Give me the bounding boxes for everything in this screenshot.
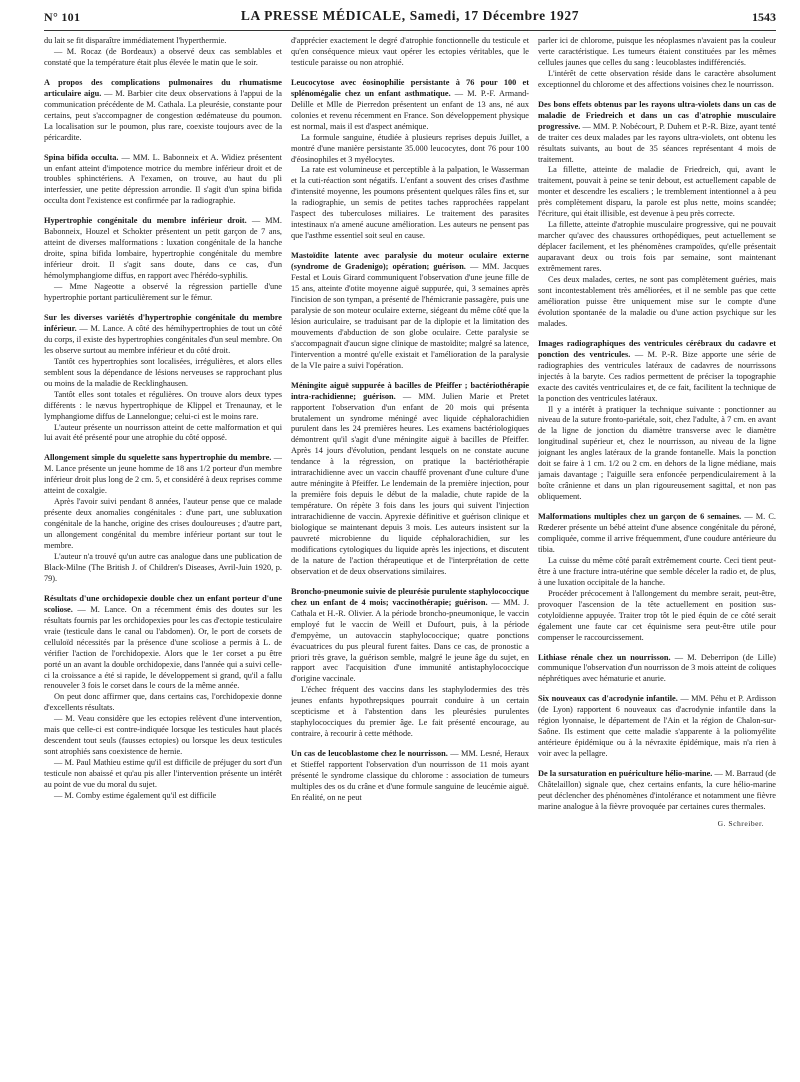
article-paragraph: La fillette, atteinte d'atrophie musculaire progressive, qui ne pouvait marcher qu'avec des chaussures orthopédiques, peut actuellement se déplacer facilement, et les phénomènes crampoïdes, qu'elle présentait auparavant deux ou trois fois par semaine, sont maintenant extrêmement rares. — [538, 220, 776, 274]
article-paragraph: Allongement simple du squelette sans hypertrophie du membre. — M. Lance présente un jeune homme de 18 ans 1/2 porteur d'un membre inférieur droit plus long de 2 cm. 5, et considéré à deux reprises comme atteint de coxalgie. — [44, 453, 282, 496]
journal-title: LA PRESSE MÉDICALE, Samedi, 17 Décembre 1927 — [240, 8, 580, 23]
article — [44, 313, 282, 444]
article-paragraph: du lait se fit disparaître immédiatement l'hyperthermie. — [44, 36, 227, 45]
article-paragraph: parler ici de chlorome, puisque les néoplasmes n'avaient pas la couleur verte caractéristique. Les tumeurs étaient constituées par les mêmes cellules jaunes que celles du sang : leucoblastes indifférenciés. — [538, 36, 776, 67]
article — [538, 512, 776, 643]
article-paragraph: La rate est volumineuse et perceptible à la palpation, le Wasserman et la cuti-réaction sont négatifs. L'enfant a souvent des crises d'asthme d'intensité moyenne, les poumons présentent quelques râles fins et, sur la radiographie, un semis de petites taches rapprochées rappelant l'aspect des tuberculoses miliaires. Le traitement des parasites intestinaux n'a amené aucune amélioration. Les auteurs ne pensent pas que l'asthme essentiel soit seul en cause. — [291, 165, 529, 241]
article-paragraph: Ces deux malades, certes, ne sont pas complètement guéries, mais sont incontestablement très améliorées, et il ne semble pas que cette amélioration puisse être uniquement mise sur le compte d'une évolution spontanée de la maladie ou d'une action psychique sur les malades. — [538, 275, 776, 328]
article — [538, 100, 776, 330]
article-paragraph: Images radiographiques des ventricules cérébraux du cadavre et ponction des ventricules. — M. P.-R. Bize apporte une série de radiographies des ventricules latéraux de cadavres de nourrissons injectés à la baryte. Ces radios permettent de préciser la topographie exacte des cavités ventriculaires et, de ce fait, facilitent la technique de la ponction des ventricules latéraux. — [538, 338, 776, 403]
issue-number: N° 101 — [44, 10, 81, 24]
article — [44, 36, 282, 69]
article-paragraph: L'auteur n'a trouvé qu'un autre cas analogue dans une publication de Black-Milne (The British J. of Children's Diseases, Avril-Juin 1920, p. 79). — [44, 551, 282, 583]
article-paragraph: Spina bifida occulta. — MM. L. Babonneix et A. Widiez présentent un enfant atteint d'impotence motrice du membre inférieur droit et de troubles sphinctériens. A l'examen, on trouve, au haut du pli interfessier, une petite dépression arrondie. Il s'agit d'un spina bifida occulta dont l'existence est confirmée par la radiographie. — [44, 152, 282, 206]
article-paragraph: Procéder précocement à l'allongement du membre serait, peut-être, provoquer l'ascension de la tête actuellement en position sus-cotyloïdienne appuyée. Traiter trop tôt le pied équin de ce côté serait également une faute car cet équinisme sera peut-être utile pour compenser le raccourcissement. — [538, 588, 776, 642]
article-paragraph: Sur les diverses variétés d'hypertrophie congénitale du membre inférieur. — M. Lance. A côté des hémihypertrophies de tout un côté du corps, il existe des hypertrophies congénitales d'un seul membre. On les observe surtout au membre inférieur et du côté droit. — [44, 312, 282, 355]
article-paragraph: Broncho-pneumonie suivie de pleurésie purulente staphylococcique chez un enfant de 4 mois; vaccinothérapie; guérison. — MM. J. Cathala et H.-R. Olivier. A la période broncho-pneumonique, le vaccin employé fut le vaccin de Weill et Dufourt, puis, à la période d'empyème, un autovaccin staphylococcique; quatre ponctions évacuatrices du pus pleural furent faites. Dans ce cas, de pronostic a priori très grave, la guérison semble, malgré le jeune âge du sujet, en rapport avec l'acquisition d'une immunité antistaphylococcique d'origine vaccinale. — [291, 586, 529, 684]
article — [44, 216, 282, 304]
header-rule — [44, 30, 776, 31]
article — [291, 251, 529, 371]
article-paragraph: d'apprécier exactement le degré d'atrophie fonctionnelle du testicule et qu'en conséquence mieux vaut opérer les ectopies véritables, que le testicule paraisse ou non atrophié. — [291, 36, 529, 67]
article-paragraph: — Mme Nageotte a observé la régression partielle d'une hypertrophie portant particulièrement sur le fémur. — [44, 282, 282, 303]
article — [538, 769, 776, 813]
article-paragraph: — M. Comby estime également qu'il est difficile — [54, 791, 217, 800]
article-paragraph: — M. Paul Mathieu estime qu'il est difficile de préjuger du sort d'un testicule non abaissé et qu'au pis aller l'intervention présente un intérêt au point de vue du moral du sujet. — [44, 758, 282, 790]
article-paragraph: Il y a intérêt à pratiquer la technique suivante : ponctionner au niveau de la suture fronto-pariétale, soit, chez l'adulte, à 7 cm. en avant de la ligne de jonction du diamètre transverse avec le diamètre longitudinal supérieur et, chez le nourrisson, au niveau de la ligne joignant les angles latéraux de la grande fontanelle. Mais la ponction doit se faire à 1 cm. 1/2 ou 2 cm. en dehors de la ligne médiane, mais jamais davantage ; l'aiguille sera enfoncée perpendiculairement à la boîte crânienne et dans un plan rigoureusement sagittal, et non pas obliquement. — [538, 404, 776, 502]
article — [291, 36, 529, 69]
article-paragraph: Méningite aiguë suppurée à bacilles de Pfeiffer ; bactériothérapie intra-rachidienne; guérison. — MM. Julien Marie et Pretet rapportent l'observation d'un enfant de 20 mois qui présenta brutalement un syndrome méningé avec liquide céphalorachidien purulent dans les 24 premières heures. Les examens bactériologiques démontrent qu'il s'agit d'une méningite aiguë à bacilles de Pfeiffer. Après 14 jours d'évolution, pendant lesquels on ne constate aucune tendance à la régression, on pratique la bactériothérapie intrarachidienne avec un vaccin chauffé provenant d'une culture d'une autre méningite à Pfeiffer. Le lendemain de la première injection, pour la première fois depuis le début de la maladie, chute rapide de la température. On répète 3 fois dans les jours qui suivent l'injection intrarachidienne de vaccin. Apyrexie définitive et guérison clinique et biologique se maintenant depuis 3 mois. Les auteurs insistent sur la pauvreté microbienne du liquide céphalorachidien, sur les modifications cytologiques du liquide après les injections, et discutent de la nature de l'action thérapeutique et de l'interprétation de cette observation et de deux observations similaires. — [291, 380, 529, 576]
article-paragraph: La cuisse du même côté paraît extrêmement courte. Ceci tient peut-être à une fracture intra-utérine que semble déceler la radio et, de plus, à une luxation occipitale de la hanche. — [538, 555, 776, 587]
article-paragraph: L'intérêt de cette observation réside dans le caractère absolument exceptionnel du chlorome et des affections voisines chez le nourrisson. — [538, 68, 776, 89]
article-paragraph: — M. Veau considère que les ectopies relèvent d'une intervention, mais que celle-ci est contre-indiquée lorsque les testicules haut placés descendent tout seuls (fausses ectopies) ou lorsque les deux testicules sont atrophiés sans coexistence de hernie. — [44, 714, 282, 757]
article-paragraph: Hypertrophie congénitale du membre inférieur droit. — MM. Babonneix, Houzel et Schokter présentent un petit garçon de 7 ans, atteint de diverses malformations : luxation congénitale de la hanche droite, spina bifida lombaire, hypertrophie congénitale du membre inférieur droit. Il s'agit sans doute, dans ce cas, d'un hémolymphangiome diffus, en rapport avec l'hérédo-syphilis. — [44, 216, 282, 281]
article-paragraph: Un cas de leucoblastome chez le nourrisson. — MM. Lesné, Heraux et Stieffel rapportent l'observation d'un nourrisson de 11 mois ayant présenté le syndrome classique du chlorome : association de tumeurs multiples des os du crâne et d'une formule sanguine de leucémie aiguë. En réalité, on ne peut — [291, 749, 529, 802]
article — [44, 153, 282, 208]
article-paragraph: A propos des complications pulmonaires du rhumatisme articulaire aigu. — M. Barbier cite deux observations à l'appui de la communication précédente de M. Cathala. La pleurésie, constante pour certains, peut s'accompagner de congestion œdémateuse du poumon. La localisation sur le poumon, plus rare, coexiste toujours avec de la péricardite. — [44, 77, 282, 142]
article — [538, 36, 776, 91]
article — [291, 749, 529, 804]
article-paragraph: Leucocytose avec éosinophilie persistante à 76 pour 100 et splénomégalie chez un enfant asthmatique. — M. P.-F. Armand-Delille et Mlle de Pierredon présentent un enfant de 13 ans, né aux colonies et revenu récemment en France. Son développement physique est normal, mais il est d'aspect anémique. — [291, 77, 529, 131]
column-2 — [291, 36, 529, 1072]
article-paragraph: Mastoïdite latente avec paralysie du moteur oculaire externe (syndrome de Gradenigo); opération; guérison. — MM. Jacques Festal et Louis Girard communiquent l'observation d'une jeune fille de 15 ans, atteinte d'otite moyenne aiguë suppurée, qui, 3 semaines après l'incision de son tympan, a présenté de l'hémicranie passagère, puis une paralysie de son moteur oculaire externe, siégeant du même côté que la lésion auriculaire, se traduisant par de la diplopie et la limitation des mouvements d'abduction de son globe oculaire. Cette paralysie se s'accompagnait d'aucun signe clinique de mastoïdite; malgré sa latence, l'intervention a montré qu'elle existait et l'amélioration de la paralysie de la VIe paire a suivi l'opération. — [291, 251, 529, 370]
article — [538, 694, 776, 760]
article — [44, 453, 282, 584]
article-paragraph: La formule sanguine, étudiée à plusieurs reprises depuis Juillet, a montré d'une manière persistante 35.000 leucocytes, dont 76 pour 100 d'éosinophiles et 3 myélocytes. — [291, 132, 529, 164]
article-paragraph: Des bons effets obtenus par les rayons ultra-violets dans un cas de maladie de Friedreich et dans un cas d'atrophie musculaire progressive. — MM. P. Nobécourt, P. Duhem et P.-R. Bize, ayant tenté de traiter ces deux malades par les rayons ultra-violets, ont obtenu les résultats suivants, au bout de 35 séances représentant 4 mois de traitement. — [538, 99, 776, 164]
article-paragraph: Malformations multiples chez un garçon de 6 semaines. — M. C. Rœderer présente un bébé atteint d'une absence congénitale du péroné, compliquée, comme il arrive fréquemment, d'une coudure antérieure du tibia. — [538, 512, 776, 554]
article-paragraph: L'auteur présente un nourrisson atteint de cette malformation et qui lui avait été présenté pour une atrophie du côté opposé. — [44, 422, 282, 443]
author-signature: G. Schreiber. — [717, 818, 764, 828]
column-1 — [44, 36, 282, 1072]
article-paragraph: Lithiase rénale chez un nourrisson. — M. Deberripon (de Lille) communique l'observation d'un nourrisson de 3 mois atteint de coliques néphrétiques avec hématurie et anurie. — [538, 652, 776, 684]
article-paragraph: Tantôt ces hypertrophies sont localisées, irrégulières, et alors elles semblent sous la dépendance de lésions nerveuses se rapprochant plus ou moins de la maladie de Recklinghausen. — [44, 356, 282, 388]
article-paragraph: Tantôt elles sont totales et régulières. On trouve alors deux types différents : le nævus hypertrophique de Klippel et Trenaunay, et le lymphangiome diffus de Lannelongue; celui-ci est le moins rare. — [44, 389, 282, 421]
article-paragraph: On peut donc affirmer que, dans certains cas, l'orchidopexie donne d'excellents résultats. — [44, 692, 282, 713]
article — [291, 381, 529, 578]
article — [538, 339, 776, 503]
article-paragraph: La fillette, atteinte de maladie de Friedreich, qui, avant le traitement, pouvait à peine se tenir debout, est actuellement capable de monter et descendre les escaliers ; le tremblement intentionnel a à peu près complètement disparu, la parole est plus nette, moins scandée; l'écriture, qui était illisible, est devenue à peu près correcte. — [538, 165, 776, 219]
article-paragraph: Six nouveaux cas d'acrodynie infantile. — MM. Péhu et P. Ardisson (de Lyon) rapportent 6 nouveaux cas d'acrodynie infantile dans la région lyonnaise, le département de l'Ain et la région de Chalon-sur-Saône. Ils estiment que cette maladie s'apparente à la poliomyélite antérieure épidémique ou à la névraxite épidémique, mais n'a rien à voir avec la pellagre. — [538, 694, 776, 759]
article — [291, 587, 529, 740]
article-paragraph: Après l'avoir suivi pendant 8 années, l'auteur pense que ce malade présente deux anomalies congénitales : d'une part, une subluxation congénitale de la hanche, origine des crises douloureuses ; d'autre part, un allongement congénital du membre inférieur portant sur tout le membre. — [44, 497, 282, 551]
article-paragraph: L'échec fréquent des vaccins dans les staphylodermies des très jeunes enfants hypothrepsiques pourrait conduire à un certain scepticisme et à l'abstention dans les pleurésies purulentes staphylococciques du premier âge. Le fait présenté encourage, au contraire, à recourir à cette méthode. — [291, 685, 529, 739]
article-paragraph: — M. Rocaz (de Bordeaux) a observé deux cas semblables et constaté que la température était plus élevée le matin que le soir. — [44, 46, 282, 67]
page-number: 1543 — [752, 10, 776, 24]
article — [291, 78, 529, 242]
article-paragraph: Résultats d'une orchidopexie double chez un enfant porteur d'une scoliose. — M. Lance. On a récemment émis des doutes sur les résultats fournis par les orchidopexies pour les cas d'ectopie testiculaire vraie (testicule dans le canal ou l'abdomen). Or, le port de corsets de celluloïd nécessités par la présence d'une scoliose a permis à L. de vérifier l'action de l'orchidopexie. Alors que le 1er corset a pu être porté un an avant la double orchidopexie, dans l'année qui a suivi celle-ci la croissance a été si rapide, le développement si grand, qu'il a fallu renouveler 3 fois le corset dans le cours de la même année. — [44, 593, 282, 691]
article — [538, 653, 776, 686]
article-paragraph: De la sursaturation en puériculture hélio-marine. — M. Barraud (de Châtelaillon) signale que, chez certains enfants, la cure hélio-marine peut déclencher des phénomènes d'intolérance et notamment une fièvre marine analogue à la fièvre provoquée par certaines cures thermales. — [538, 769, 776, 811]
column-3 — [538, 36, 776, 1072]
article — [44, 78, 282, 144]
article — [44, 594, 282, 802]
article-columns — [44, 36, 776, 1072]
